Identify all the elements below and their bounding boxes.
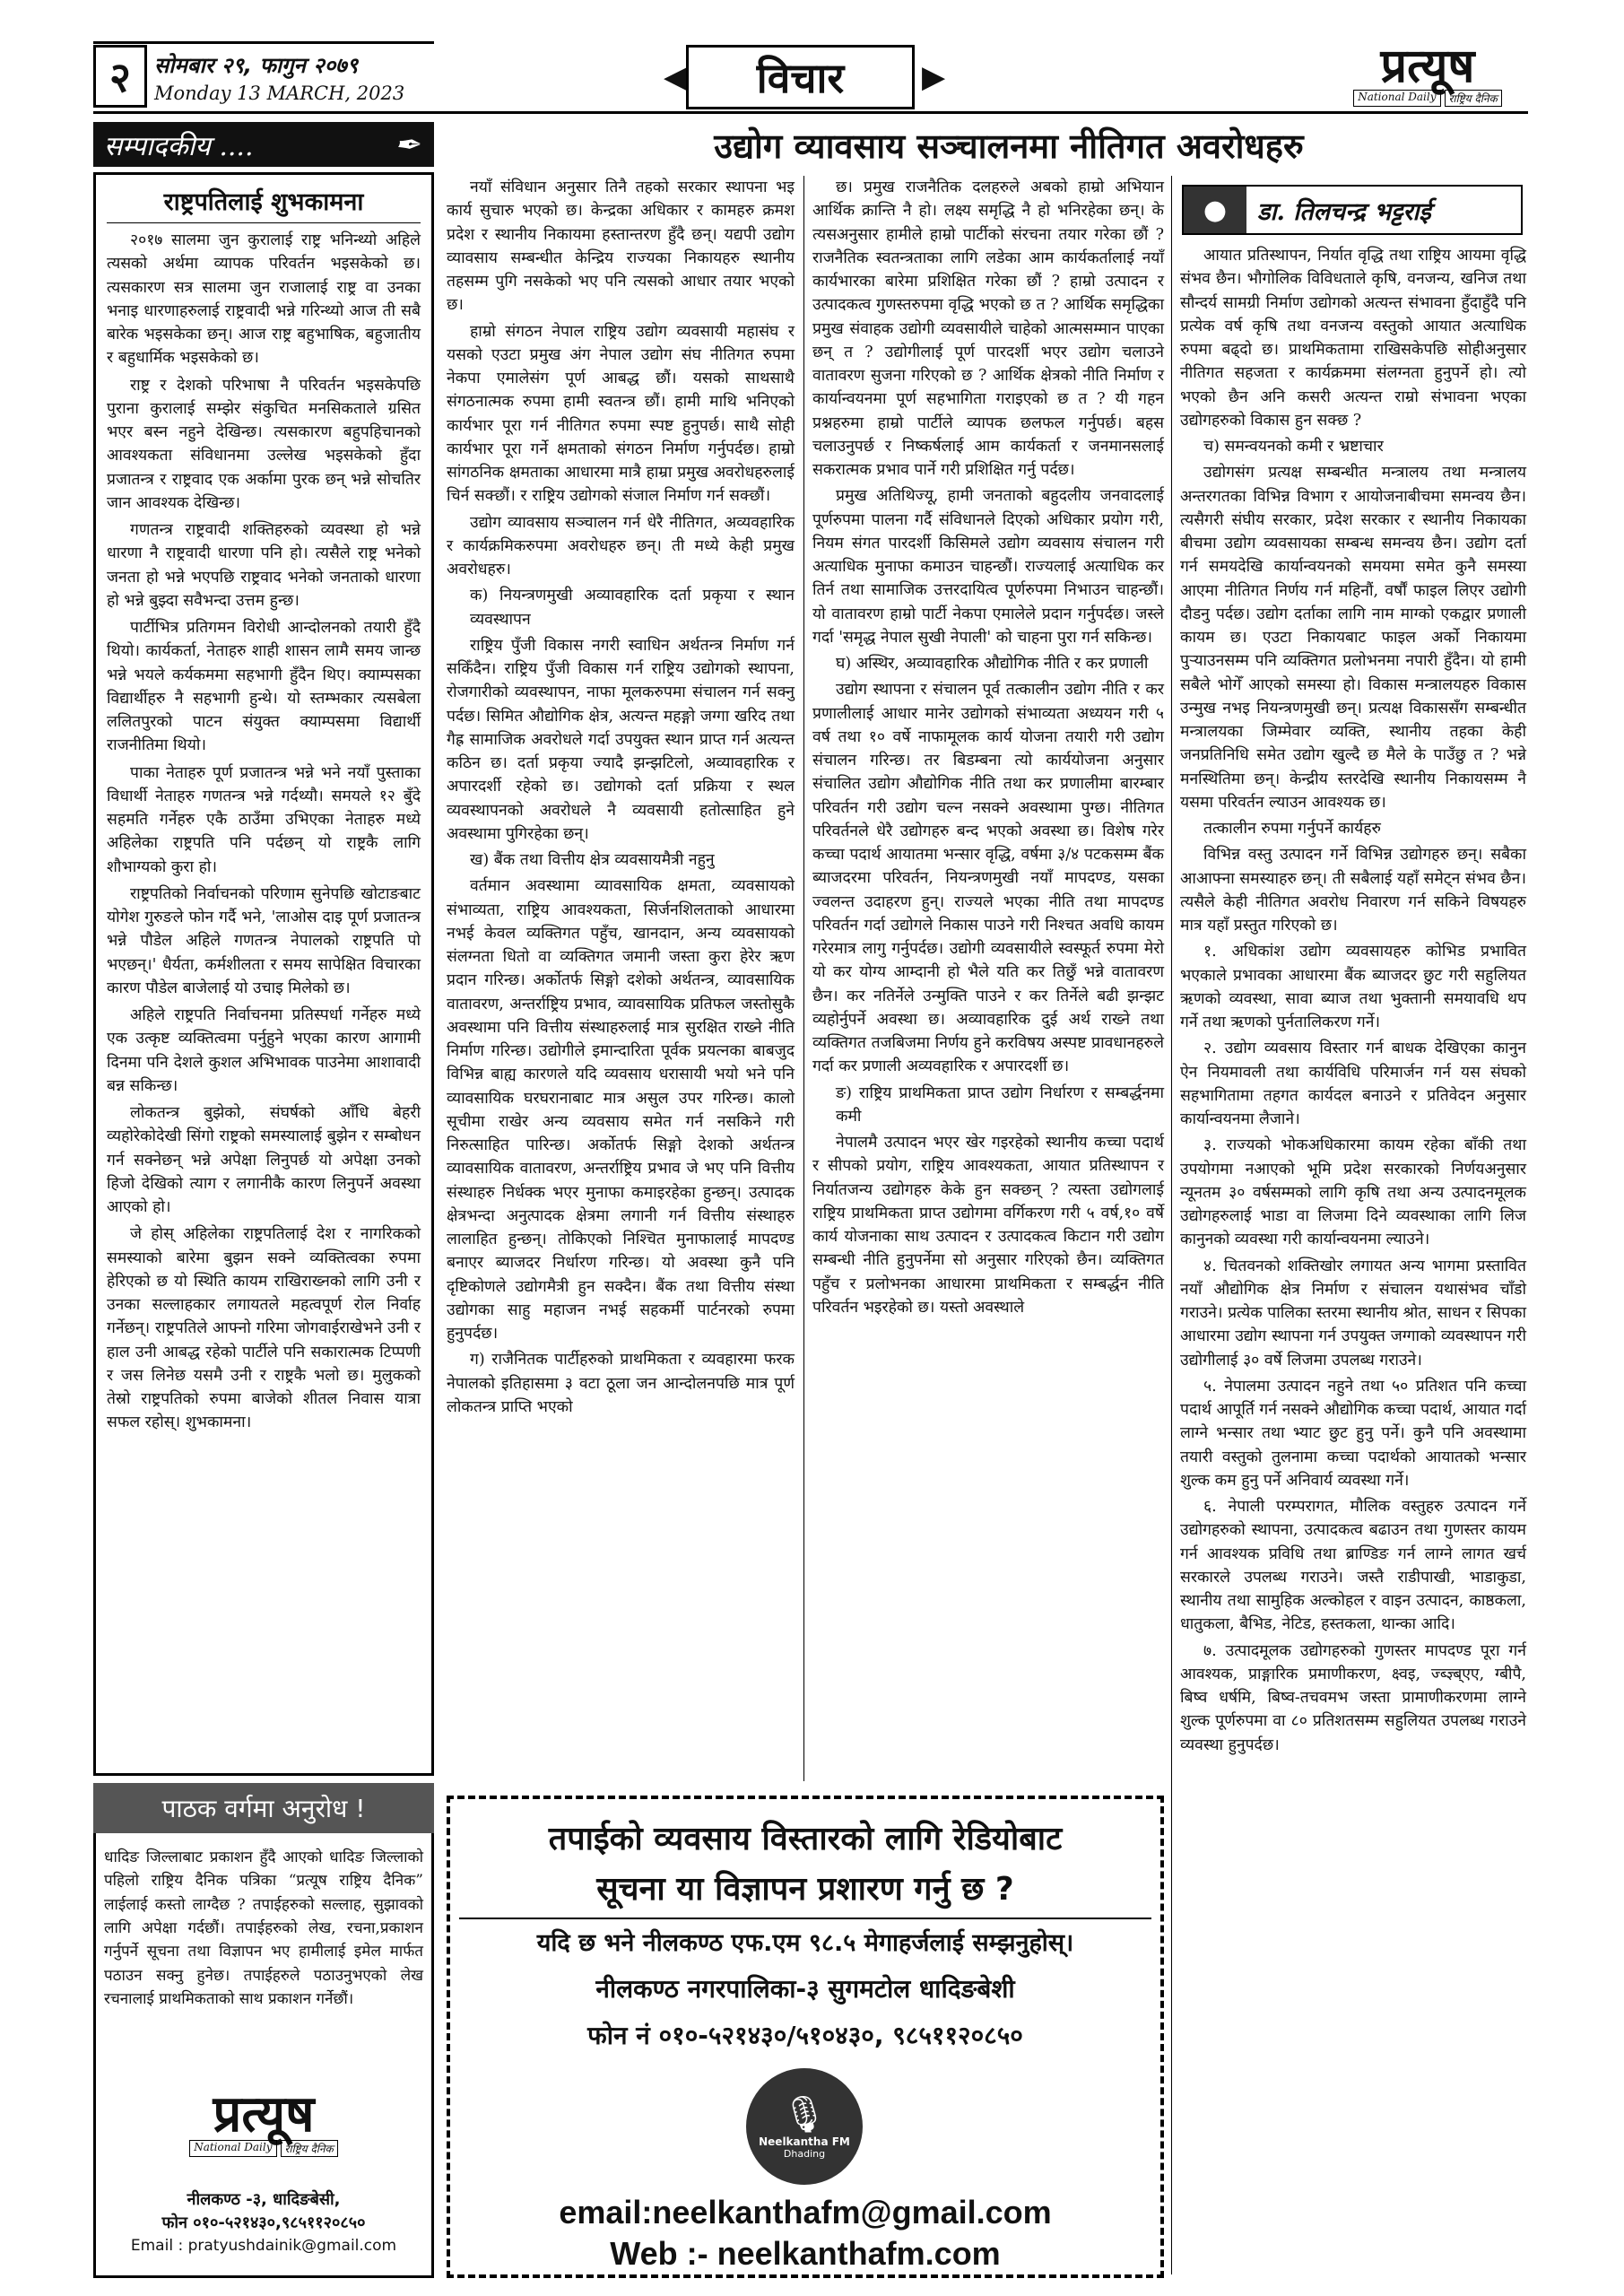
column-divider bbox=[1171, 176, 1172, 2274]
date-nepali: सोमबार २९, फागुन २०७९ bbox=[154, 53, 359, 78]
footer-logo-tag-ne: राष्ट्रिय दैनिक bbox=[281, 2140, 338, 2157]
article-subhead: क) नियन्त्रणमुखी अव्यावहारिक दर्ता प्रकृया र स्थान व्यवस्थापन bbox=[470, 587, 795, 629]
editorial-body bbox=[107, 229, 421, 1435]
editorial-paragraph: गणतन्त्र राष्ट्रवादी शक्तिहरुको व्यवस्था हो भन्ने धारणा नै राष्ट्रवादी धारणा पनि हो। त्यसैले राष्ट्र भनेको जनता हो भन्ने भएपछि राष्ट्रवाद भनेको जनताको धारणा हो भन्ने बुझ्दा सवैभन्दा उत्तम हुन्छ। bbox=[107, 521, 421, 610]
author-name: डा. तिलचन्द्र भट्टराई bbox=[1257, 197, 1431, 226]
reader-request-heading: पाठक वर्गमा अनुरोध ! bbox=[93, 1783, 434, 1833]
masthead-logo bbox=[1327, 39, 1528, 107]
footer-logo-name: प्रत्यूष bbox=[213, 2085, 315, 2144]
article-paragraph: २. उद्योग व्यवसाय विस्तार गर्न बाधक देखिएका कानुन ऐन नियमावली तथा कार्यविधि परिमार्जन गर्न यस संघको सहभागितामा तहगत कार्यदल बनाउने र प्रतिवेदन अनुसार कार्यान्वयनमा लैजाने। bbox=[1180, 1039, 1526, 1128]
article-paragraph: ३. राज्यको भोकअधिकारमा कायम रहेका बाँकी तथा उपयोगमा नआएको भूमि प्रदेश सरकारको निर्णयअनुसार न्यूनतम ३० वर्षसम्मको लागि कृषि तथा अन्य उत्पादनमूलक उद्योगहरुलाई भाडा वा लिजमा दिने व्यवस्थाका लागि लिज कानुनको व्यवस्था गरी कार्यान्वयनमा ल्याउने। bbox=[1180, 1136, 1526, 1249]
article-subhead: तत्कालीन रुपमा गर्नुपर्ने कार्यहरु bbox=[1203, 820, 1381, 838]
publisher-phone: फोन ०१०-५२१४३०,९८५११२०८५० bbox=[161, 2213, 366, 2233]
editorial-paragraph: पाका नेताहरु पूर्ण प्रजातन्त्र भन्ने भने नयाँ पुस्ताका विधार्थी नेताहरु गणतन्त्र भन्ने गर्दथ्यौ। समयले १२ बुँदे सहमति गर्नेहरु एकै ठाउँमा उभिएका नेताहरु मध्ये अहिलेका राष्ट्रपति पनि पर्दछन् यो राष्ट्रकै लागि शौभाग्यको कुरा हो। bbox=[107, 763, 421, 876]
logo-name: प्रत्यूष bbox=[1380, 39, 1475, 93]
reader-request-text: धादिङ जिल्लाबाट प्रकाशन हुँदै आएको धादिङ जिल्लाको पहिलो राष्ट्रिय दैनिक पत्रिका “प्रत्यूष राष्ट्रिय दैनिक” लाईलाई कस्तो लाग्दैछ ? तपाईहरुको सल्लाह, सुझावको लागि अपेक्षा गर्दछौं। तपाईहरुको लेख, रचना,प्रकाशन गर्नुपर्ने सूचना तथा विज्ञापन भए हामीलाई इमेल मार्फत पठाउन सक्नु हुनेछ। तपाईहरुले पठाउनुभएको लेख रचनालाई प्राथमिकताको साथ प्रकाशन गर्नेछौं। bbox=[104, 1848, 423, 2009]
article-paragraph: नेपालमै उत्पादन भएर खेर गइरहेको स्थानीय कच्चा पदार्थ र सीपको प्रयोग, राष्ट्रिय आवश्यकता, आयात प्रतिस्थापन र निर्यातजन्य उद्योगहरु केके हुन सक्छन् ? त्यस्ता उद्योगलाई राष्ट्रिय प्राथमिकता प्राप्त उद्योगमा वर्गिकरण गरी ५ वर्ष,१० वर्षे कार्य योजनाका साथ उत्पादन र उत्पादकत्व किटान गरी उद्योग सम्बन्धी नीति हुनुपर्नेमा सो अनुसार गरिएको छैन। व्यक्तिगत पहुँच र प्रलोभनका आधारमा प्राथमिकता र सम्बर्द्धन नीति परिवर्तन भइरहेको छ। यस्तो अवस्थाले bbox=[812, 1134, 1164, 1317]
editorial-title: राष्ट्रपतिलाई शुभकामना bbox=[107, 182, 421, 223]
article-paragraph: ५. नेपालमा उत्पादन नहुने तथा ५० प्रतिशत पनि कच्चा पदार्थ आपूर्ति गर्न नसक्ने औद्योगिक कच्चा पदार्थ, आयात गर्दा लाग्ने भन्सार तथा भ्याट छुट हुनु पर्ने। कुनै पनि अवस्थामा तयारी वस्तुको तुलनामा कच्चा पदार्थको आयातको भन्सार शुल्क कम हुनु पर्ने अनिवार्य व्यवस्था गर्ने। bbox=[1180, 1377, 1526, 1490]
page-number: २ bbox=[93, 45, 147, 108]
publisher-email: Email : pratyushdainik@gmail.com bbox=[130, 2237, 397, 2256]
publisher-address: नीलकण्ठ -३, धादिङबेसी, bbox=[187, 2190, 341, 2209]
arrow-left-icon: ◀ bbox=[664, 59, 688, 95]
footer-logo bbox=[147, 2085, 380, 2157]
article-subhead: ख) बैंक तथा वित्तीय क्षेत्र व्यवसायमैत्री नहुनु bbox=[470, 851, 715, 869]
article-paragraph: उद्योगसंग प्रत्यक्ष सम्बन्धीत मन्त्रालय तथा मन्त्रालय अन्तरगतका विभिन्न विभाग र आयोजनाबीचमा समन्वय छैन। त्यसैगरी संघीय सरकार, प्रदेश सरकार र स्थानीय निकायका बीचमा उद्योग व्यवसायका सम्बन्ध समन्वय छैन। उद्योग दर्ता गर्न समयदेखि कार्यान्वयनको समयमा समेत कुनै समस्या आएमा नीतिगत निर्णय गर्न महिनौं, वर्षौं फाइल लिएर उद्योगी दौडनु पर्दछ। उद्योग दर्ताका लागि नाम माग्को एकद्वार प्रणाली कायम छ। एउटा निकायबाट फाइल अर्को निकायमा पुऱ्याउनसम्म पनि व्यक्तिगत प्रलोभनमा नपारी हुँदैन। यो हामी सबैले भोगेँ आएको समस्या हो। विकास मन्त्रालयहरु विकास उन्मुख नभइ नियन्त्रणमुखी छन्। प्रत्यक्ष विकाससँग सम्बन्धीत मन्त्रालयका जिम्मेवार व्यक्ति, स्थानीय तहका केही जनप्रतिनिधि समेत उद्योग खुल्दै छ मैले के पाउँछु त ? भन्ने मनस्थितिमा छन्। केन्द्रीय स्तरदेखि स्थानीय निकायसम्म नै यसमा परिवर्तन ल्याउन आवश्यक छ। bbox=[1180, 464, 1526, 812]
article-column-2 bbox=[812, 176, 1164, 1322]
editorial-paragraph: राष्ट्रपतिको निर्वाचनको परिणाम सुनेपछि खोटाङबाट योगेश गुरुङले फोन गर्दै भने, 'लाओस दाइ पूर्ण प्रजातन्त्र भन्ने पौडेल अहिले गणतन्त्र नेपालको राष्ट्रपति पो भएछन्।' धैर्यता, कर्मशीलता र समय सापेक्षित विचारका कारण पौडेल बाजेलाई यो उचाइ मिलेको छ। bbox=[107, 884, 421, 997]
station-place: Dhading bbox=[783, 2148, 826, 2160]
article-paragraph: उद्योग व्यावसाय सञ्चालन गर्न धेरै नीतिगत, अव्यवहारिक र कार्यक्रमिकरुपमा अवरोधहरु छन्। ती मध्ये केही प्रमुख अवरोधहरु। bbox=[447, 513, 795, 578]
station-name: Neelkantha FM bbox=[759, 2135, 850, 2148]
article-paragraph: विभिन्न वस्तु उत्पादन गर्ने विभिन्न उद्योगहरु छन्। सबैका आआफ्ना समस्याहरु छन्। ती सबैलाई यहाँ समेट्न संभव छैन। त्यसैले केही नीतिगत अवरोध निवारण गर्न सकिने विषयहरु मात्र यहाँ प्रस्तुत गरिएको छ। bbox=[1180, 846, 1526, 935]
ad-divider bbox=[459, 1918, 1151, 1919]
author-box bbox=[1182, 185, 1523, 235]
article-paragraph: उद्योग स्थापना र संचालन पूर्व तत्कालीन उद्योग नीति र कर प्रणालीलाई आधार मानेर उद्योगको संभाव्यता अध्ययन गरी ५ वर्ष तथा १० वर्षे नाफामूलक कार्य योजना तयारी गरी उद्योग संचालन गरिन्छ। तर बिडम्बना त्यो कार्ययोजना अनुसार संचालित उद्योग औद्योगिक नीति तथा कर प्रणालीमा बारम्बार परिवर्तन गरी उद्योग चल्न नसक्ने अवस्थामा पुग्छ। नीतिगत परिवर्तनले धेरै उद्योगहरु बन्द भएको अवस्था छ। विशेष गरेर कच्चा पदार्थ आयातमा भन्सार वृद्धि, वर्षमा ३/४ पटकसम्म बैंक ब्याजदरमा परिवर्तन, नियन्त्रणमुखी नयाँ मापदण्ड, यसका ज्वलन्त उदाहरण हुन्। राज्यले भएका नीति तथा मापदण्ड परिवर्तन गर्दा उद्योगले निकास पाउने गरी निश्चत अवधि कायम गरेरमात्र लागु गर्नुपर्दछ। उद्योगी व्यवसायीले स्वस्फूर्त रुपमा मेरो यो कर योग्य आम्दानी हो भैले यति कर तिछुँ भन्ने वातावरण छैन। कर नतिर्नेले उन्मुक्ति पाउने र कर तिर्नेले बढी झन्झट व्यहोर्नुपर्ने अवस्था छ। अव्यावहारिक दुई अर्थ राख्ने तथा व्यक्तिगत तजबिजमा निर्णय हुने करविषय अस्पष्ट प्रावधानहरुले गर्दा कर प्रणाली अव्यवहारिक र अपारदर्शी छ। bbox=[812, 681, 1164, 1076]
article-paragraph: वर्तमान अवस्थामा व्यावसायिक क्षमता, व्यवसायको संभाव्यता, राष्ट्रिय आवश्यकता, सिर्जनशिलताको आधारमा नभई केवल व्यक्तिगत पहुँच, खानदान, अन्य व्यवसायको संलग्नता धितो वा व्यक्तिगत जमानी जस्ता कुरा हेरेर ऋण प्रदान गरिन्छ। अर्कोतर्फ सिङ्गो दशेको अर्थतन्त्र, व्यावसायिक वातावरण, अन्तर्राष्ट्रिय प्रभाव, व्यावसायिक प्रतिफल जस्तोसुकै अवस्थामा पनि वित्तीय संस्थाहरुलाई मात्र सुरक्षित राख्ने नीति निर्माण गरिन्छ। उद्योगीले इमान्दारिता पूर्वक प्रयत्नका बाबजुद विभिन्न बाह्य कारणले यदि व्यवसाय धरासायी भयो भने पनि व्यावसायिक घरघरानाबाट मात्र असुल उपर गरिन्छ। कालो सूचीमा राखेर अन्य व्यवसाय समेत गर्न नसकिने गरी निरुत्साहित पारिन्छ। अर्कोतर्फ सिङ्गो देशको अर्थतन्त्र व्यावसायिक वातावरण, अन्तर्राष्ट्रिय प्रभाव जे भए पनि वित्तीय संस्थाहरु निर्धक्क भएर मुनाफा कमाइरहेका हुन्छन्। उत्पादक क्षेत्रभन्दा अनुत्पादक क्षेत्रमा लगानी गर्न वित्तीय संस्थाहरु लालाहित हुन्छन्। तोकिएको निश्चित मुनाफालाई मापदण्ड बनाएर ब्याजदर निर्धारण गरिन्छ। यो अवस्था कुनै पनि दृष्टिकोणले उद्योगमैत्री हुन सक्दैन। बैंक तथा वित्तीय संस्था उद्योगका साहु महाजन नभई सहकर्मी पार्टनरको रुपमा हुनुपर्दछ। bbox=[447, 877, 795, 1343]
article-column-3 bbox=[1180, 244, 1526, 1760]
arrow-right-icon: ▶ bbox=[922, 59, 946, 95]
article-headline: उद्योग व्यावसाय सञ्चालनमा नीतिगत अवरोधहरु bbox=[714, 126, 1304, 166]
article-subhead: ङ) राष्ट्रिय प्राथमिकता प्राप्त उद्योग निर्धारण र सम्बर्द्धनमा कमी bbox=[836, 1083, 1164, 1126]
logo-tag-en: National Daily bbox=[1353, 90, 1440, 107]
ad-email: email:neelkanthafm@gmail.com bbox=[559, 2194, 1052, 2231]
footer-logo-tag-en: National Daily bbox=[189, 2140, 276, 2157]
article-paragraph: प्रमुख अतिथिज्यू, हामी जनताको बहुदलीय जनवादलाई पूर्णरुपमा पालना गर्दै संविधानले दिएको अधिकार प्रयोग गरी, नियम संगत पारदर्शी किसिमले उद्योग व्यवसाय संचालन गरी अत्याधिक मुनाफा कमाउन चाहन्छौं। राज्यलाई अत्याधिक कर तिर्न तथा सामाजिक उत्तरदायित्व पूर्णरुपमा निभाउन चाहन्छौं। यो वातावरण हाम्रो पार्टी नेकपा एमालेले प्रदान गर्नुपर्दछ। जस्ले गर्दा 'समृद्ध नेपाल सुखी नेपाली' को चाहना पुरा गर्न सकिन्छ। bbox=[812, 487, 1164, 647]
date-english: Monday 13 MARCH, 2023 bbox=[154, 83, 405, 104]
editorial-banner bbox=[93, 122, 434, 167]
logo-tag-ne: राष्ट्रिय दैनिक bbox=[1445, 90, 1502, 107]
publisher-contact bbox=[93, 2188, 434, 2257]
article-paragraph: छ। प्रमुख राजनैतिक दलहरुले अबको हाम्रो अभियान आर्थिक क्रान्ति नै हो। लक्ष्य समृद्धि नै हो भनिरहेका छन्। के त्यसअनुसार हामीले हाम्रो पार्टीको संरचना तयार गरेका छौं ? राजनैतिक स्वतन्त्रताका लागि लडेका आम कार्यकर्तालाई नयाँ कार्यभारका बारेमा प्रशिक्षित गरेका छौं ? हाम्रो उत्पादन र उत्पादकत्व गुणस्तरुपमा वृद्धि भएको छ त ? आर्थिक समृद्धिका प्रमुख संवाहक उद्योगी व्यवसायीले चाहेको आत्मसम्मान पाएका छन् त ? उद्योगीलाई पूर्ण पारदर्शी भएर उद्योग चलाउने वातावरण सुजना गरिएको छ ? आर्थिक क्षेत्रको नीति निर्माण र कार्यान्वयनमा पूर्ण सहभागिता गराइएको छ त ? यी गहन प्रश्नहरुमा हाम्रो पार्टीले व्यापक छलफल गर्नुपर्छ। बहस चलाउनुपर्छ र निष्कर्षलाई आम कार्यकर्ता र जनमानसलाई सकरात्मक प्रभाव पार्ने गरी प्रशिक्षित गर्नु पर्दछ। bbox=[812, 178, 1164, 479]
ad-line-4: नीलकण्ठ नगरपालिका-३ सुगमटोल धादिङबेशी bbox=[595, 1974, 1015, 2004]
column-divider bbox=[803, 176, 804, 1781]
article-paragraph: राष्ट्रिय पुँजी विकास नगरी स्वाधिन अर्थतन्त्र निर्माण गर्न सकिँदैन। राष्ट्रिय पुँजी विकास गर्न राष्ट्रिय उद्योगको स्थापना, रोजगारीको व्यवस्थापन, नाफा मूलकरुपमा संचालन गर्न सक्नु पर्दछ। सिमित औद्योगिक क्षेत्र, अत्यन्त महङ्गो जग्गा खरिद तथा गैह्र सामाजिक अवरोधले गर्दा उपयुक्त स्थान प्राप्त गर्न अत्यन्त कठिन छ। दर्ता प्रकृया ज्यादै झन्झटिलो, अव्यावहारिक र अपारदर्शी रहेको छ। उद्योगको दर्ता प्रक्रिया र स्थल व्यवस्थापनको अवरोधले नै व्यवसायी हतोत्साहित हुने अवस्थामा पुगिरहेका छन्। bbox=[447, 636, 795, 843]
article-paragraph: ग) राजैनितक पार्टीहरुको प्राथमिकता र व्यवहारमा फरक नेपालको इतिहासमा ३ वटा ठूला जन आन्दोलनपछि मात्र पूर्ण लोकतन्त्र प्राप्ति भएको bbox=[447, 1351, 795, 1416]
editorial-column bbox=[93, 172, 434, 1776]
editorial-paragraph: राष्ट्र र देशको परिभाषा नै परिवर्तन भइसकेपछि पुराना कुरालाई सम्झेर संकुचित मनसिकताले ग्रसित भएर बस्न नहुने देखिन्छ। त्यसकारण बहुपहिचानको आवश्यकता संविधानमा उल्लेख भइसकेको हुँदा प्रजातन्त्र र राष्ट्रवाद एक अर्कामा पुरक छन् भन्ने सोचतिर जान आवश्यक देखिन्छ। bbox=[107, 376, 421, 512]
article-subhead: घ) अस्थिर, अव्यावहारिक औद्योगिक नीति र कर प्रणाली bbox=[836, 655, 1149, 673]
ad-line-2: सूचना या विज्ञापन प्रशारण गर्नु छ ? bbox=[596, 1871, 1014, 1908]
article-paragraph: ६. नेपाली परम्परागत, मौलिक वस्तुहरु उत्पादन गर्ने उद्योगहरुको स्थापना, उत्पादकत्व बढाउन तथा गुणस्तर कायम गर्न आवश्यक प्रविधि तथा ब्राण्डिङ गर्न लाग्ने लागत खर्च सरकारले उपलब्ध गराउने। जस्तै राडीपाखी, भाडाकुडा, स्थानीय तथा सामुहिक अल्कोहल र वाइन उत्पादन, काष्ठकला, धातुकला, बैभिड, नेटिड, हस्तकला, थान्का आदि। bbox=[1180, 1498, 1526, 1634]
station-logo bbox=[746, 2068, 863, 2185]
ad-line-5: फोन नं ०१०-५२१४३०/५१०४३०, ९८५११२०८५० bbox=[587, 2021, 1023, 2050]
header-rule bbox=[93, 111, 1528, 114]
ad-line-3: यदि छ भने नीलकण्ठ एफ.एम ९८.५ मेगाहर्जलाई सम्झनुहोस्। bbox=[536, 1929, 1074, 1957]
pen-icon: ✒ bbox=[394, 127, 420, 163]
article-paragraph: ४. चितवनको शक्तिखोर लगायत अन्य भागमा प्रस्तावित नयाँ औद्योगिक क्षेत्र निर्माण र संचालन यथासंभव चाँडो गराउने। प्रत्येक पालिका स्तरमा स्थानीय श्रोत, साधन र सिपका आधारमा उद्योग स्थापना गर्न उपयुक्त जग्गाको व्यवस्थापन गरी उद्योगीलाई ३० वर्षे लिजमा उपलब्ध गराउने। bbox=[1180, 1257, 1526, 1370]
ad-line-1: तपाईको व्यवसाय विस्तारको लागि रेडियोबाट bbox=[548, 1821, 1063, 1857]
editorial-paragraph: लोकतन्त्र बुझेको, संघर्षको आँधि बेहरी व्यहोरेकोदेखी सिंगो राष्ट्रको समस्यालाई बुझेन र सम्बोधन गर्न सक्नेछन् भन्ने अपेक्षा लिनुपर्छ यो अपेक्षा उनको हिजो देखिको त्याग र लगानीकै कारण लिनुपर्ने अवस्था आएको हो। bbox=[107, 1104, 421, 1216]
editorial-paragraph: अहिले राष्ट्रपति निर्वाचनमा प्रतिस्पर्धा गर्नेहरु मध्ये एक उत्कृष्ट व्यक्तित्वमा पर्नुहुने भएका कारण आगामी दिनमा पनि देशले कुशल अभिभावक पाउनेमा आशावादी बन्न सकिन्छ। bbox=[107, 1006, 421, 1095]
editorial-paragraph: जे होस् अहिलेका राष्ट्रपतिलाई देश र नागरिकको समस्याको बारेमा बुझन सक्ने व्यक्तित्वका रुपमा हेरिएको छ यो स्थिति कायम राखिराख्नको लागि उनी र उनका सल्लाहकार लगायतले महत्वपूर्ण रोल निर्वाह गर्नेछन्। राष्ट्रपतिले आफ्नो गरिमा जोगवाईराखेभने उनी र हाल उनी आबद्ध रहेको पार्टीले पनि सकारात्मक टिप्पणी र जस लिनेछ यसमै उनी र राष्ट्रकै भलो छ। मुलुकको तेस्रो राष्ट्रपतिको रुपमा बाजेको शीतल निवास यात्रा सफल रहोस्। शुभकामना। bbox=[107, 1225, 421, 1432]
editorial-paragraph: २०१७ सालमा जुन कुरालाई राष्ट्र भनिन्थ्यो अहिले त्यसको अर्थमा व्यापक परिवर्तन भइसकेको छ। त्यसकारण सत्र सालमा जुन राजालाई राष्ट्र वा उनका भनाइ धारणाहरुलाई राष्ट्रवादी भन्ने गरिन्थ्यो आज ती सबै बारेक भइसकेका छन्। आज राष्ट्र बहुभाषिक, बहुजातीय र बहुधार्मिक भइसकेको छ। bbox=[107, 231, 421, 368]
article-paragraph: आयात प्रतिस्थापन, निर्यात वृद्धि तथा राष्ट्रिय आयमा वृद्धि संभव छैन। भौगोलिक विविधताले कृषि, वनजन्य, खनिज तथा सौन्दर्य सामग्री निर्माण उद्योगको अत्यन्त संभावना हुँदाहुँदै पनि प्रत्येक वर्ष कृषि तथा वनजन्य वस्तुको आयात अत्याधिक रुपमा बढ्दो छ। प्राथमिकतामा राखिसकेपछि सोहीअनुसार नीतिगत सहजता र कार्यक्रममा संलग्नता हुनुपर्ने हो। त्यो भएको छैन अनि कसरी अत्यन्त राम्रो संभावना भएका उद्योगहरुको विकास हुन सक्छ ? bbox=[1180, 247, 1526, 430]
article-paragraph: १. अधिकांश उद्योग व्यवसायहरु कोभिड प्रभावित भएकाले प्रभावका आधारमा बैंक ब्याजदर छुट गरी सहुलियत ऋणको व्यवस्था, सावा ब्याज तथा भुक्तानी समयावधि थप गर्ने तथा ऋणको पुर्नतालिकरण गर्ने। bbox=[1180, 943, 1526, 1031]
article-subhead: च) समन्वयनको कमी र भ्रष्टाचार bbox=[1203, 438, 1384, 456]
author-photo: ● bbox=[1184, 187, 1246, 233]
header-top-rule bbox=[93, 41, 434, 44]
editorial-paragraph: पार्टीभित्र प्रतिगमन विरोधी आन्दोलनको तयारी हुँदै थियो। कार्यकर्ता, नेताहरु शाही शासन लामै समय जान्छ भन्ने भयले कर्यकममा सहभागी हुँदैन थिए। क्याम्पसका विद्यार्थीहरु नै सहभागी हुन्थे। यो स्तम्भकार त्यसबेला ललितपुरको पाटन संयुक्त क्याम्पसमा विद्यार्थी राजनीतिमा थियो। bbox=[107, 619, 421, 755]
article-paragraph: नयाँ संविधान अनुसार तिनै तहको सरकार स्थापना भइ कार्य सुचारु भएको छ। केन्द्रका अधिकार र कामहरु क्रमश प्रदेश र स्थानीय निकायमा हस्तान्तरण हुँदै छन्। यद्यपी उद्योग व्यावसाय सम्बन्धीत केन्द्रिय राज्यका निकायहरु स्थानीय तहसम्म पुगि नसकेको भए पनि त्यसको आधार तयार भएको छ। bbox=[447, 178, 795, 315]
radio-advertisement bbox=[447, 1796, 1164, 2278]
section-title: विचार bbox=[686, 45, 915, 109]
article-paragraph: ७. उत्पादमूलक उद्योगहरुको गुणस्तर मापदण्ड पूरा गर्न आवश्यक, प्राङ्गारिक प्रमाणीकरण, क्ष्वइ, ज्ब्ज्ञ्ब्एए, ग्बीपै, बिष्व धर्षमि, बिष्व-तचवमभ जस्ता प्रामाणीकरणमा लाग्ने शुल्क पूर्णरुपमा वा ८० प्रतिशतसम्म सहुलियत उपलब्ध गराउने व्यवस्था हुनुपर्दछ। bbox=[1180, 1641, 1526, 1754]
ad-web: Web :- neelkanthafm.com bbox=[610, 2235, 1001, 2272]
article-paragraph: हाम्रो संगठन नेपाल राष्ट्रिय उद्योग व्यवसायी महासंघ र यसको एउटा प्रमुख अंग नेपाल उद्योग संघ नीतिगत रुपमा नेकपा एमालेसंग पूर्ण आबद्ध छौं। यसको साथसाथै संगठनात्मक रुपमा हामी स्वतन्त्र छौं। हामी माथि भनिएको कार्यभार पूरा गर्न नीतिगत रुपमा स्पष्ट हुनुपर्छ। साथै सोही कार्यभार पूरा गर्ने क्षमताको संगठन निर्माण गर्नुपर्दछ। हाम्रो सांगठनिक क्षमताका आधारमा मात्रै हाम्रा प्रमुख अवरोधहरुलाई चिर्न सक्छौं। र राष्ट्रिय उद्योगको संजाल निर्माण गर्न सक्छौं। bbox=[447, 322, 795, 506]
editorial-banner-label: सम्पादकीय .... bbox=[104, 130, 254, 162]
article-column-1 bbox=[447, 176, 795, 1422]
microphone-icon: 🎙 bbox=[781, 2094, 828, 2135]
